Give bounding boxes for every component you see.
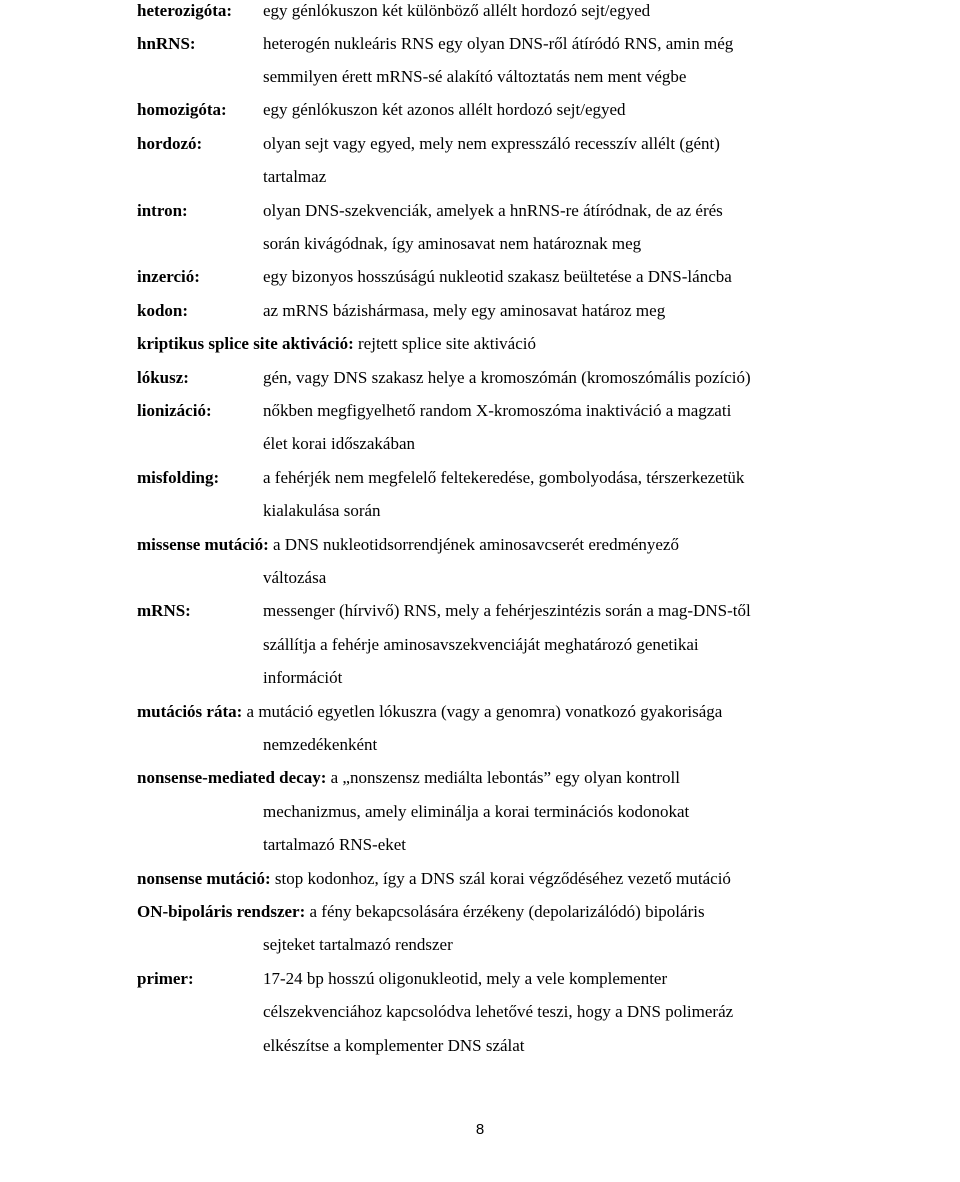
glossary-term: mRNS: [137, 601, 191, 620]
glossary-definition-line: a mutáció egyetlen lókuszra (vagy a genomra) vonatkozó gyakorisága [246, 702, 723, 721]
glossary-definition-line: heterogén nukleáris RNS egy olyan DNS-ről átíródó RNS, amin még [263, 34, 734, 53]
glossary-term: ON-bipoláris rendszer: [137, 902, 306, 921]
glossary-definition-line: olyan sejt vagy egyed, mely nem expresszáló recesszív allélt (gént) [263, 134, 720, 153]
glossary-inline-entry [137, 902, 705, 922]
glossary-term: misfolding: [137, 468, 220, 487]
glossary-inline-entry [137, 869, 731, 889]
glossary-definition-line: kialakulása során [263, 501, 381, 520]
glossary-definition-line: változása [263, 568, 327, 587]
glossary-term: homozigóta: [137, 100, 227, 119]
glossary-definition-line: nemzedékenként [263, 735, 378, 754]
glossary-definition-line: rejtett splice site aktiváció [358, 334, 536, 353]
glossary-term: mutációs ráta: [137, 702, 243, 721]
glossary-definition-line: gén, vagy DNS szakasz helye a kromoszómán (kromoszómális pozíció) [263, 368, 751, 387]
page-number: 8 [475, 1121, 485, 1138]
glossary-definition-line: tartalmaz [263, 167, 327, 186]
glossary-term: intron: [137, 201, 188, 220]
glossary-definition-line: egy génlókuszon két azonos allélt hordozó sejt/egyed [263, 100, 626, 119]
glossary-definition-line: nőkben megfigyelhető random X-kromoszóma inaktiváció a magzati [263, 401, 732, 420]
glossary-definition-line: sejteket tartalmazó rendszer [263, 935, 453, 954]
glossary-inline-entry [137, 702, 722, 722]
glossary-definition-line: semmilyen érett mRNS-sé alakító változtatás nem ment végbe [263, 67, 687, 86]
glossary-definition-line: az mRNS bázishármasa, mely egy aminosavat határoz meg [263, 301, 666, 320]
glossary-term: heterozigóta: [137, 1, 233, 20]
glossary-definition-line: a DNS nukleotidsorrendjének aminosavcserét eredményező [272, 535, 679, 554]
glossary-term: hordozó: [137, 134, 203, 153]
glossary-term: lionizáció: [137, 401, 212, 420]
glossary-definition-line: élet korai időszakában [263, 434, 415, 453]
glossary-definition-line: elkészítse a komplementer DNS szálat [263, 1036, 525, 1055]
glossary-definition-line: tartalmazó RNS-eket [263, 835, 407, 854]
glossary-term: lókusz: [137, 368, 189, 387]
glossary-term: missense mutáció: [137, 535, 269, 554]
glossary-inline-entry [137, 768, 680, 788]
glossary-term: nonsense-mediated decay: [137, 768, 327, 787]
glossary-term: inzerció: [137, 267, 200, 286]
glossary-definition-line: szállítja a fehérje aminosavszekvenciáját meghatározó genetikai [263, 635, 699, 654]
glossary-term: nonsense mutáció: [137, 869, 271, 888]
glossary-inline-entry [137, 334, 536, 354]
glossary-term: hnRNS: [137, 34, 196, 53]
glossary-definition-line: olyan DNS-szekvenciák, amelyek a hnRNS-re átíródnak, de az érés [263, 201, 723, 220]
glossary-definition-line: egy génlókuszon két különböző allélt hordozó sejt/egyed [263, 1, 651, 20]
glossary-definition-line: a fény bekapcsolására érzékeny (depolarizálódó) bipoláris [309, 902, 705, 921]
glossary-definition-line: mechanizmus, amely eliminálja a korai terminációs kodonokat [263, 802, 690, 821]
glossary-term: kodon: [137, 301, 189, 320]
glossary-definition-line: célszekvenciához kapcsolódva lehetővé teszi, hogy a DNS polimeráz [263, 1002, 734, 1021]
glossary-definition-line: információt [263, 668, 343, 687]
glossary-definition-line: messenger (hírvivő) RNS, mely a fehérjeszintézis során a mag-DNS-től [263, 601, 751, 620]
glossary-definition-line: 17-24 bp hosszú oligonukleotid, mely a vele komplementer [263, 969, 668, 988]
glossary-definition-line: a „nonszensz mediálta lebontás” egy olyan kontroll [330, 768, 680, 787]
glossary-definition-line: stop kodonhoz, így a DNS szál korai végződéséhez vezető mutáció [274, 869, 731, 888]
glossary-inline-entry [137, 535, 679, 555]
glossary-definition-line: egy bizonyos hosszúságú nukleotid szakasz beültetése a DNS-láncba [263, 267, 732, 286]
glossary-term: kriptikus splice site aktiváció: [137, 334, 354, 353]
glossary-definition-line: a fehérjék nem megfelelő feltekeredése, gombolyodása, térszerkezetük [263, 468, 745, 487]
glossary-definition-line: során kivágódnak, így aminosavat nem határoznak meg [263, 234, 642, 253]
glossary-term: primer: [137, 969, 194, 988]
